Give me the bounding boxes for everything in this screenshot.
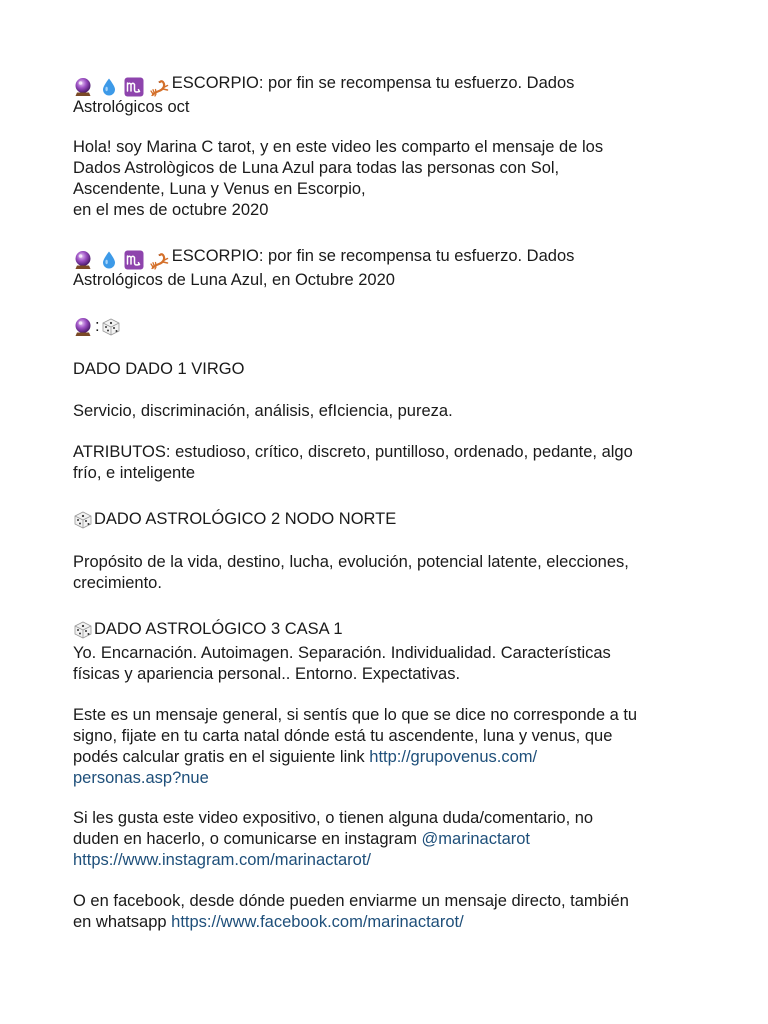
crystal-ball-icon <box>73 250 93 270</box>
intro-line: Hola! soy Marina C tarot, y en este video les comparto el mensaje de los <box>73 138 604 156</box>
title-2-line-2: Astrológicos de Luna Azul, en Octubre 2020 <box>73 271 395 289</box>
grupovenus-link[interactable]: http://grupovenus.com/ <box>369 748 538 766</box>
grupovenus-link-continued[interactable]: personas.asp?nue <box>73 769 209 787</box>
title-1-line-2: Astrológicos oct <box>73 98 190 116</box>
symbol-line <box>73 316 713 337</box>
title-2-line-1: ESCORPIO: por fin se recompensa tu esfuerzo. Dados <box>171 247 575 265</box>
dado-3-heading: DADO ASTROLÓGICO 3 CASA 1 <box>73 619 713 640</box>
general-message: Este es un mensaje general, si sentís que lo que se dice no corresponde a tu signo, fijate en tu carta natal dónde está tu ascendente, luna y venus, que podés calcular gratis en el siguiente link http://grupovenus.com/ personas.asp?nue <box>73 705 713 789</box>
dado-1-attributes: ATRIBUTOS: estudioso, crítico, discreto, puntilloso, ordenado, pedante, algo frío, e inteligente <box>73 443 633 482</box>
intro-line: Ascendente, Luna y Venus en Escorpio, <box>73 180 366 198</box>
separator-colon: : <box>95 317 100 336</box>
dice-icon <box>101 317 121 337</box>
scorpio-sign-icon <box>124 77 144 97</box>
dado-2-heading: DADO ASTROLÓGICO 2 NODO NORTE <box>73 509 713 530</box>
title-1 <box>73 73 713 118</box>
title-2 <box>73 246 713 291</box>
intro-line: en el mes de octubre 2020 <box>73 201 269 219</box>
facebook-url-link[interactable]: https://www.facebook.com/marinactarot/ <box>171 913 464 931</box>
instagram-paragraph: Si les gusta este video expositivo, o tienen alguna duda/comentario, no duden en hacerlo, o comunicarse en instagram @marinactarot https://www.instagram.com/marinactarot/ <box>73 808 713 871</box>
intro-paragraph <box>73 137 713 221</box>
title-2-emoji <box>73 249 171 270</box>
dado-1-keywords: Servicio, discriminación, análisis, efIciencia, pureza. <box>73 402 453 420</box>
facebook-paragraph: O en facebook, desde dónde pueden enviarme un mensaje directo, también en whatsapp https://www.facebook.com/marinactarot/ <box>73 892 629 931</box>
intro-line: Dados Astrològicos de Luna Azul para todas las personas con Sol, <box>73 159 560 177</box>
crystal-ball-icon <box>73 317 93 337</box>
scorpion-icon <box>150 77 170 97</box>
dado-2-text: Propósito de la vida, destino, lucha, evolución, potencial latente, elecciones, crecimiento. <box>73 553 629 592</box>
droplet-icon <box>99 77 119 97</box>
dice-icon <box>73 620 93 640</box>
dice-icon <box>73 510 93 530</box>
dado-1-heading: DADO DADO 1 VIRGO <box>73 360 245 378</box>
title-1-emoji <box>73 76 171 97</box>
droplet-icon <box>99 250 119 270</box>
title-1-line-1: ESCORPIO: por fin se recompensa tu esfuerzo. Dados <box>171 74 575 92</box>
dado-3-text: Yo. Encarnación. Autoimagen. Separación. Individualidad. Características físicas y apariencia personal.. Entorno. Expectativas. <box>73 644 611 683</box>
instagram-handle-link[interactable]: @marinactarot <box>421 830 530 848</box>
instagram-url-link[interactable]: https://www.instagram.com/marinactarot/ <box>73 851 372 869</box>
scorpion-icon <box>150 250 170 270</box>
scorpio-sign-icon <box>124 250 144 270</box>
crystal-ball-icon <box>73 77 93 97</box>
